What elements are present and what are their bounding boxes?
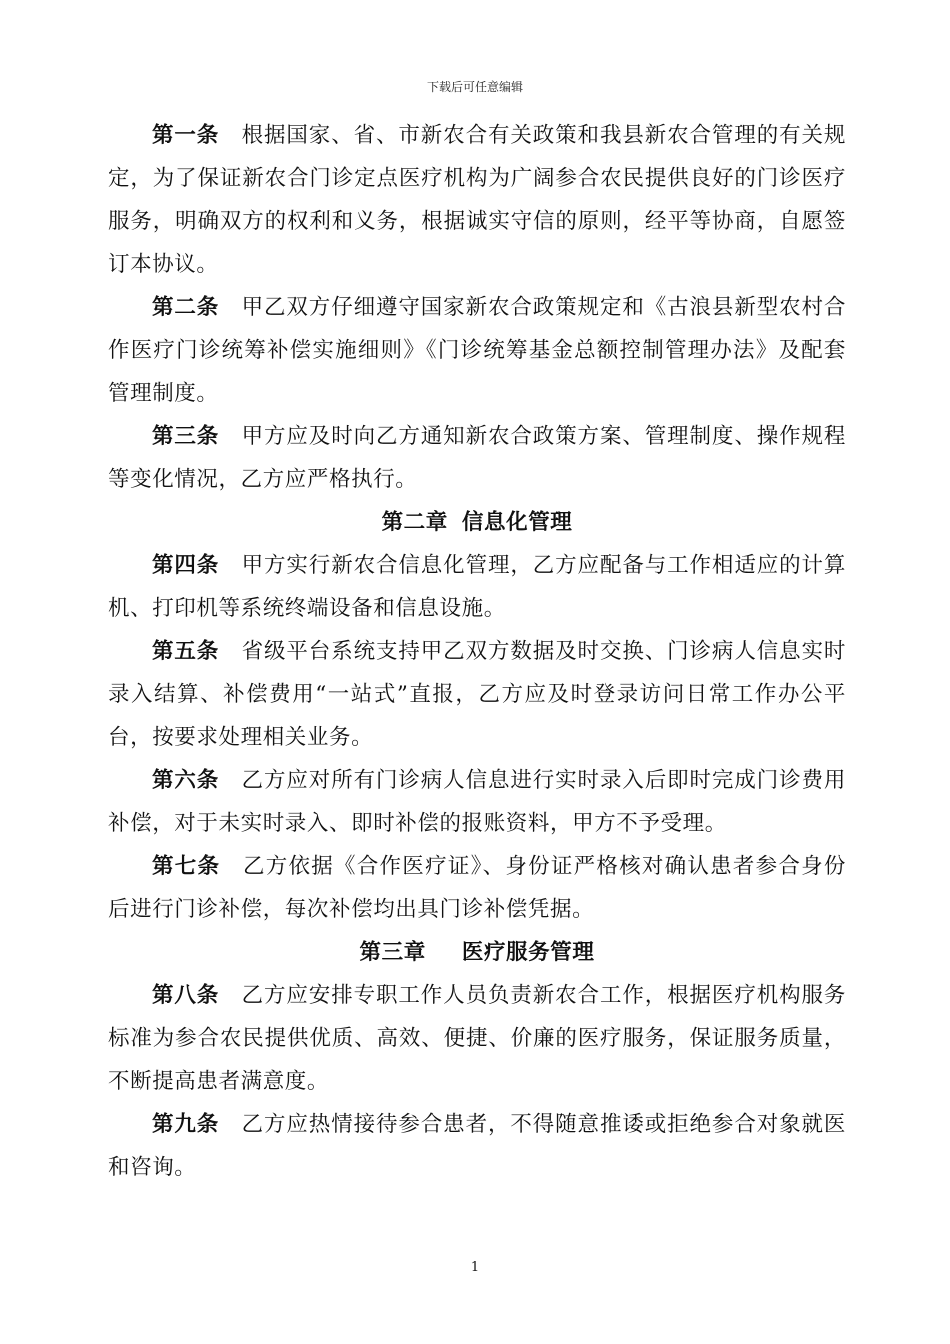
article-2: [108, 286, 846, 415]
chapter-number: 第二章: [381, 510, 448, 535]
article-9: [108, 1103, 846, 1189]
article-text: 省级平台系统支持甲乙双方数据及时交换、门诊病人信息实时录入结算、补偿费用“一站式”直报，乙方应及时登录访问日常工作办公平台，按要求处理相关业务。: [108, 639, 847, 750]
article-text: 甲乙双方仔细遵守国家新农合政策规定和《古浪县新型农村合作医疗门诊统筹补偿实施细则》《门诊统筹基金总额控制管理办法》及配套管理制度。: [108, 295, 847, 406]
article-label: 第二条: [152, 295, 220, 320]
chapter-3-heading: [108, 931, 846, 974]
article-1: [108, 114, 846, 286]
page-header: 下载后可任意编辑: [426, 80, 523, 94]
article-label: 第一条: [152, 123, 220, 148]
article-text: 甲方实行新农合信息化管理，乙方应配备与工作相适应的计算机、打印机等系统终端设备和信息设施。: [108, 553, 847, 621]
article-label: 第四条: [152, 553, 220, 578]
chapter-number: 第三章: [359, 940, 426, 965]
article-label: 第七条: [152, 854, 221, 879]
article-3: [108, 415, 846, 501]
article-text: 根据国家、省、市新农合有关政策和我县新农合管理的有关规定，为了保证新农合门诊定点医疗机构为广阔参合农民提供良好的门诊医疗服务，明确双方的权利和义务，根据诚实守信的原则，经平等协商，自愿签订本协议。: [108, 123, 847, 277]
article-4: [108, 544, 846, 630]
article-label: 第九条: [152, 1112, 220, 1137]
article-text: 乙方应热情接待参合患者，不得随意推诿或拒绝参合对象就医和咨询。: [108, 1112, 847, 1180]
article-text: 乙方应安排专职工作人员负责新农合工作，根据医疗机构服务标准为参合农民提供优质、高效、便捷、价廉的医疗服务，保证服务质量，不断提高患者满意度。: [108, 983, 847, 1094]
article-text: 甲方应及时向乙方通知新农合政策方案、管理制度、操作规程等变化情况，乙方应严格执行。: [108, 424, 847, 492]
article-text: 乙方应对所有门诊病人信息进行实时录入后即时完成门诊费用补偿，对于未实时录入、即时补偿的报账资料，甲方不予受理。: [108, 768, 847, 836]
chapter-2-heading: [108, 501, 846, 544]
chapter-title: 医疗服务管理: [461, 940, 595, 965]
article-label: 第三条: [152, 424, 220, 449]
article-text: 乙方依据《合作医疗证》、身份证严格核对确认患者参合身份后进行门诊补偿，每次补偿均出具门诊补偿凭据。: [108, 854, 846, 922]
article-6: [108, 759, 846, 845]
article-7: [108, 845, 846, 931]
article-5: [108, 630, 846, 759]
chapter-title: 信息化管理: [461, 510, 573, 535]
article-8: [108, 974, 846, 1103]
article-label: 第五条: [152, 639, 220, 664]
article-label: 第六条: [152, 768, 220, 793]
document-body: [108, 114, 846, 1189]
article-label: 第八条: [152, 983, 220, 1008]
page-number: 1: [470, 1260, 480, 1275]
